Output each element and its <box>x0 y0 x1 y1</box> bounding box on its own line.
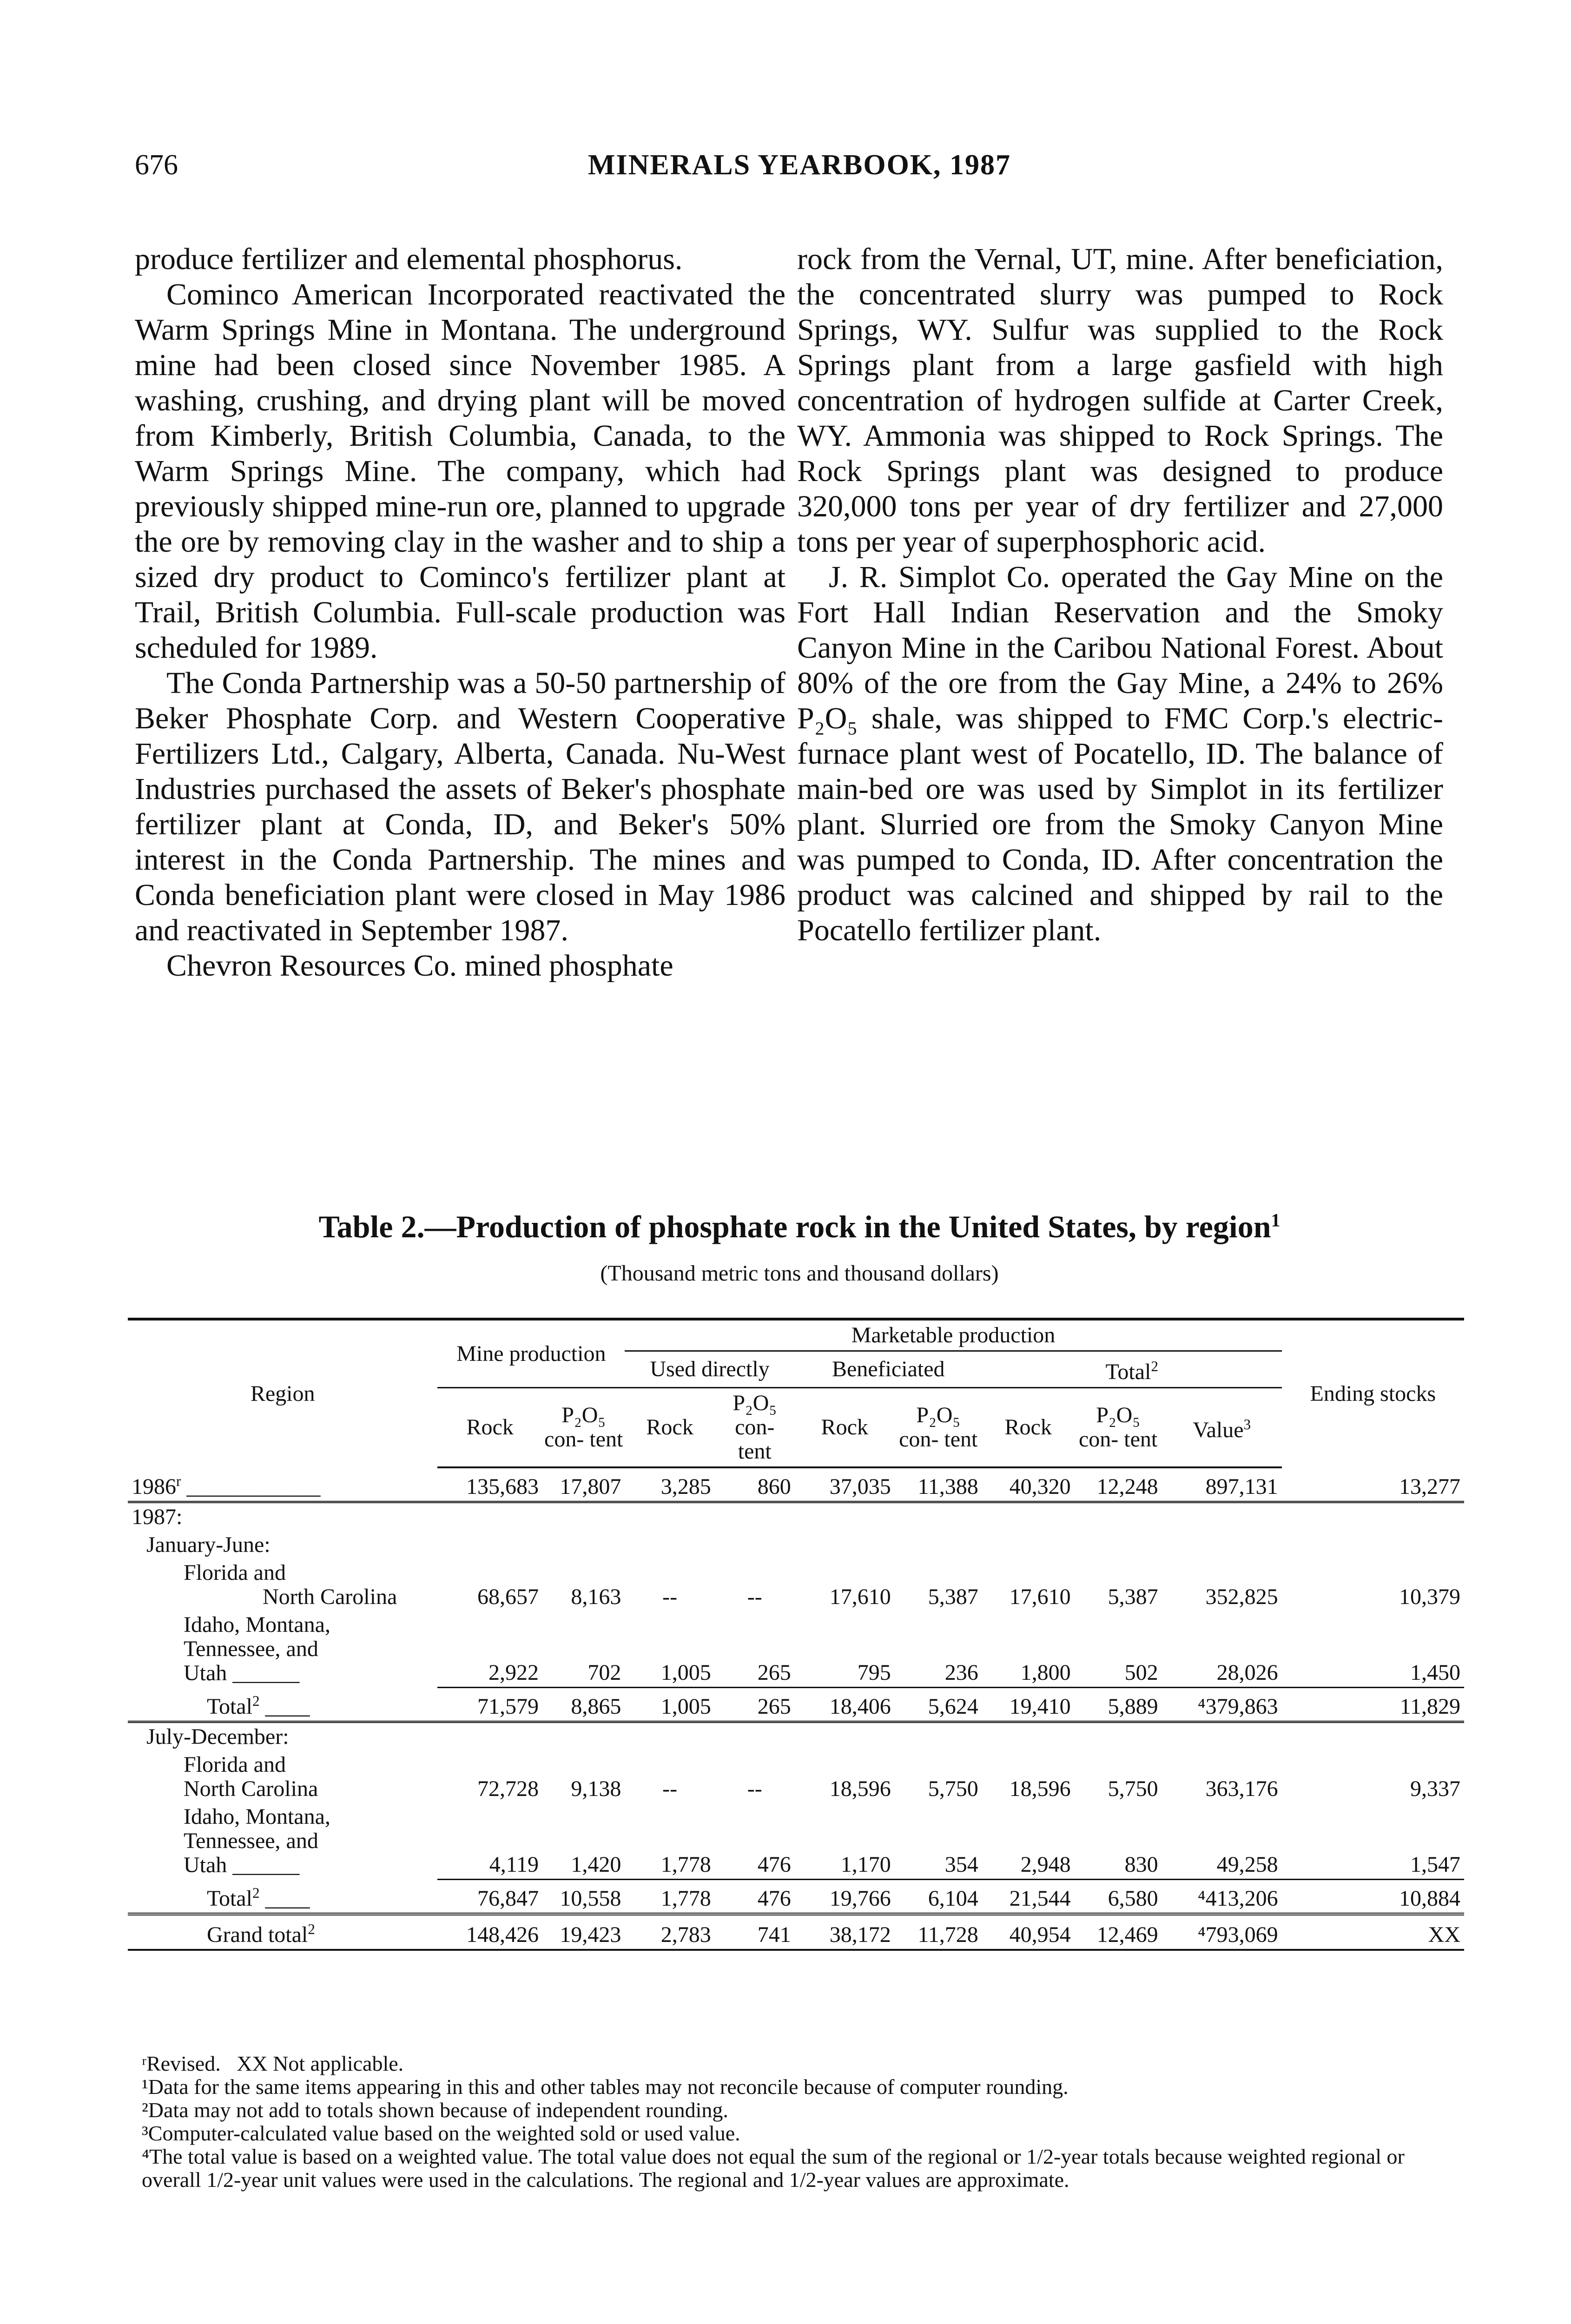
col-header-region: Region <box>128 1319 437 1467</box>
cell: XX <box>1282 1914 1464 1950</box>
paragraph: Chevron Resources Co. mined phosphate <box>166 949 673 983</box>
cell: 13,277 <box>1399 1474 1460 1499</box>
paragraph: J. R. Simplot Co. operated the Gay Mine on the Fort Hall Indian Reservation and the Smoky Canyon Mine in the Caribou National Forest. About 80% of the ore from the Gay Mine, a 24% to 26% P₂O₅ shale, was shipped to FMC Corp.'s electric-furnace plant west of Pocatello, ID. The balance of main-bed ore was used by Simplot in its fertilizer plant. Slurried ore from the Smoky Canyon Mine was pumped to Conda, ID. After concentration the product was calcined and shipped by rail to the Pocatello fertilizer plant. <box>797 560 1443 947</box>
cell: 476 <box>757 1852 791 1877</box>
cell: ⁴413,206 <box>1162 1879 1282 1914</box>
cell: 18,406 <box>795 1687 895 1722</box>
col-header-rock: Rock <box>625 1388 714 1468</box>
col-header-total: Total$^2$ <box>982 1351 1282 1388</box>
cell: 19,410 <box>982 1687 1075 1722</box>
col-header-p2o5: P₂O₅ con- tent <box>542 1388 625 1468</box>
footnote: ⁴The total value is based on a weighted value. The total value does not equal the sum of the regional or 1/2-year totals because weighted regional or overall 1/2-year unit values were used in the calculations. The regional and 1/2-year values are approximate. <box>142 2145 1405 2192</box>
cell: -- <box>662 1585 678 1609</box>
table-title: Table 2.—Production of phosphate rock in the United States, by region$^1$ <box>318 1209 1281 1244</box>
table-row <box>128 1611 1464 1687</box>
cell: 897,131 <box>1205 1474 1278 1499</box>
row-label: Total$^2$ ____ <box>207 1693 310 1719</box>
col-header-rock: Rock <box>437 1388 542 1468</box>
cell: -- <box>747 1585 762 1609</box>
running-title: MINERALS YEARBOOK, 1987 <box>587 149 1011 181</box>
cell: 21,544 <box>982 1879 1075 1914</box>
row-label: Florida and North Carolina <box>184 1752 318 1801</box>
cell: 5,889 <box>1075 1687 1162 1722</box>
cell: 1,420 <box>571 1852 621 1877</box>
cell: -- <box>662 1776 678 1801</box>
cell: 5,387 <box>1108 1585 1158 1609</box>
cell: 236 <box>944 1660 978 1685</box>
table-subtitle: (Thousand metric tons and thousand dollars) <box>600 1261 999 1286</box>
cell: -- <box>747 1776 762 1801</box>
cell: 2,922 <box>488 1660 539 1685</box>
cell: 12,248 <box>1096 1474 1158 1499</box>
row-label: 1987: <box>128 1502 437 1532</box>
cell: 10,379 <box>1399 1585 1460 1609</box>
table-row-total <box>128 1879 1464 1914</box>
cell: 135,683 <box>466 1474 539 1499</box>
row-label: July-December: <box>128 1722 437 1751</box>
col-header-ending-stocks: Ending stocks <box>1282 1319 1464 1467</box>
footnote: ¹Data for the same items appearing in this and other tables may not reconcile because of computer rounding. <box>142 2075 1069 2099</box>
cell: 11,829 <box>1282 1687 1464 1722</box>
table-row <box>128 1559 1464 1611</box>
cell: 741 <box>715 1914 795 1950</box>
cell: 6,580 <box>1075 1879 1162 1914</box>
col-header-marketable-production: Marketable production <box>625 1319 1281 1351</box>
table-row-1987-heading <box>128 1502 1464 1532</box>
cell: 17,610 <box>829 1585 891 1609</box>
body-column-right <box>797 242 1443 948</box>
cell: ⁴793,069 <box>1162 1914 1282 1950</box>
row-label: Idaho, Montana, Tennessee, and Utah ______ <box>184 1804 330 1877</box>
table-row-grand-total <box>128 1914 1464 1950</box>
cell: 18,596 <box>829 1776 891 1801</box>
cell: 1,170 <box>840 1852 891 1877</box>
cell: 265 <box>757 1660 791 1685</box>
cell: 72,728 <box>477 1776 539 1801</box>
cell: 795 <box>857 1660 891 1685</box>
col-header-mine-production: Mine production <box>437 1319 625 1388</box>
cell: 4,119 <box>489 1852 539 1877</box>
table-row-half1-heading <box>128 1531 1464 1559</box>
cell: 38,172 <box>795 1914 895 1950</box>
table-row <box>128 1751 1464 1803</box>
cell: 702 <box>587 1660 621 1685</box>
cell: 476 <box>715 1879 795 1914</box>
cell: 9,337 <box>1410 1776 1460 1801</box>
cell: 1,005 <box>625 1687 714 1722</box>
cell: 5,750 <box>928 1776 978 1801</box>
cell: ⁴379,863 <box>1162 1687 1282 1722</box>
col-header-rock: Rock <box>982 1388 1075 1468</box>
row-label: Total$^2$ ____ <box>207 1885 310 1911</box>
paragraph: rock from the Vernal, UT, mine. After beneficiation, the concentrated slurry was pumped to Rock Springs, WY. Sulfur was supplied to the Rock Springs plant from a large gasfield with high concentration of hydrogen sulfide at Carter Creek, WY. Ammonia was shipped to Rock Springs. The Rock Springs plant was designed to produce 320,000 tons per year of dry fertilizer and 27,000 tons per year of superphosphoric acid. <box>797 242 1443 559</box>
row-label: 1986$^r$ ____________ <box>132 1473 321 1499</box>
cell: 148,426 <box>437 1914 542 1950</box>
cell: 3,285 <box>660 1474 711 1499</box>
col-header-value: Value$^3$ <box>1162 1388 1282 1468</box>
row-label: January-June: <box>146 1532 271 1557</box>
cell: 11,728 <box>895 1914 982 1950</box>
page-header <box>135 149 1464 191</box>
cell: 8,163 <box>571 1585 621 1609</box>
table-row-total <box>128 1687 1464 1722</box>
cell: 40,954 <box>982 1914 1075 1950</box>
col-header-beneficiated: Beneficiated <box>795 1351 982 1388</box>
cell: 363,176 <box>1205 1776 1278 1801</box>
cell: 1,005 <box>660 1660 711 1685</box>
cell: 2,948 <box>1020 1852 1071 1877</box>
cell: 2,783 <box>625 1914 714 1950</box>
col-header-rock: Rock <box>795 1388 895 1468</box>
cell: 1,778 <box>625 1879 714 1914</box>
cell: 5,387 <box>928 1585 978 1609</box>
cell: 12,469 <box>1075 1914 1162 1950</box>
cell: 502 <box>1124 1660 1158 1685</box>
table-row <box>128 1803 1464 1879</box>
body-column-left <box>135 242 786 984</box>
cell: 28,026 <box>1216 1660 1278 1685</box>
cell: 265 <box>715 1687 795 1722</box>
cell: 40,320 <box>1009 1474 1071 1499</box>
cell: 11,388 <box>918 1474 978 1499</box>
col-header-p2o5: P₂O₅ con- tent <box>715 1388 795 1468</box>
paragraph: The Conda Partnership was a 50-50 partnership of Beker Phosphate Corp. and Western Cooperative Fertilizers Ltd., Calgary, Alberta, Canada. Nu-West Industries purchased the assets of Beker's phosphate fertilizer plant at Conda, ID, and Beker's 50% interest in the Conda Partnership. The mines and Conda beneficiation plant were closed in May 1986 and reactivated in September 1987. <box>135 666 786 947</box>
cell: 354 <box>944 1852 978 1877</box>
paragraph: produce fertilizer and elemental phosphorus. <box>135 242 683 276</box>
cell: 49,258 <box>1216 1852 1278 1877</box>
cell: 71,579 <box>437 1687 542 1722</box>
cell: 5,750 <box>1108 1776 1158 1801</box>
cell: 10,558 <box>542 1879 625 1914</box>
cell: 1,547 <box>1410 1852 1460 1877</box>
cell: 830 <box>1124 1852 1158 1877</box>
cell: 9,138 <box>571 1776 621 1801</box>
cell: 17,807 <box>560 1474 621 1499</box>
col-header-p2o5: P₂O₅ con- tent <box>1075 1388 1162 1468</box>
cell: 18,596 <box>1009 1776 1071 1801</box>
table-row-half2-heading <box>128 1722 1464 1751</box>
cell: 68,657 <box>477 1585 539 1609</box>
col-header-p2o5: P₂O₅ con- tent <box>895 1388 982 1468</box>
cell: 17,610 <box>1009 1585 1071 1609</box>
col-header-used-directly: Used directly <box>625 1351 794 1388</box>
cell: 1,800 <box>1020 1660 1071 1685</box>
page-number: 676 <box>135 149 178 181</box>
cell: 19,423 <box>542 1914 625 1950</box>
table-footnotes <box>128 2052 1466 2192</box>
row-label: Florida and North Carolina <box>184 1560 397 1609</box>
cell: 8,865 <box>542 1687 625 1722</box>
cell: 5,624 <box>895 1687 982 1722</box>
cell: 19,766 <box>795 1879 895 1914</box>
cell: 6,104 <box>895 1879 982 1914</box>
footnote: ³Computer-calculated value based on the weighted sold or used value. <box>142 2121 740 2145</box>
cell: 860 <box>757 1474 791 1499</box>
table-row-1986 <box>128 1467 1464 1502</box>
row-label: Grand total$^2$ <box>128 1914 437 1950</box>
footnote: ʳRevised. XX Not applicable. <box>142 2052 404 2075</box>
cell: 76,847 <box>437 1879 542 1914</box>
cell: 1,778 <box>660 1852 711 1877</box>
cell: 10,884 <box>1282 1879 1464 1914</box>
production-table <box>128 1318 1464 1951</box>
cell: 352,825 <box>1205 1585 1278 1609</box>
paragraph: Cominco American Incorporated reactivated the Warm Springs Mine in Montana. The underground mine had been closed since November 1985. A washing, crushing, and drying plant will be moved from Kimberly, British Columbia, Canada, to the Warm Springs Mine. The company, which had previously shipped mine-run ore, planned to upgrade the ore by removing clay in the washer and to ship a sized dry product to Cominco's fertilizer plant at Trail, British Columbia. Full-scale production was scheduled for 1989. <box>135 277 786 665</box>
cell: 1,450 <box>1410 1660 1460 1685</box>
cell: 37,035 <box>829 1474 891 1499</box>
row-label: Idaho, Montana, Tennessee, and Utah ______ <box>184 1612 330 1685</box>
footnote: ²Data may not add to totals shown because of independent rounding. <box>142 2098 728 2122</box>
